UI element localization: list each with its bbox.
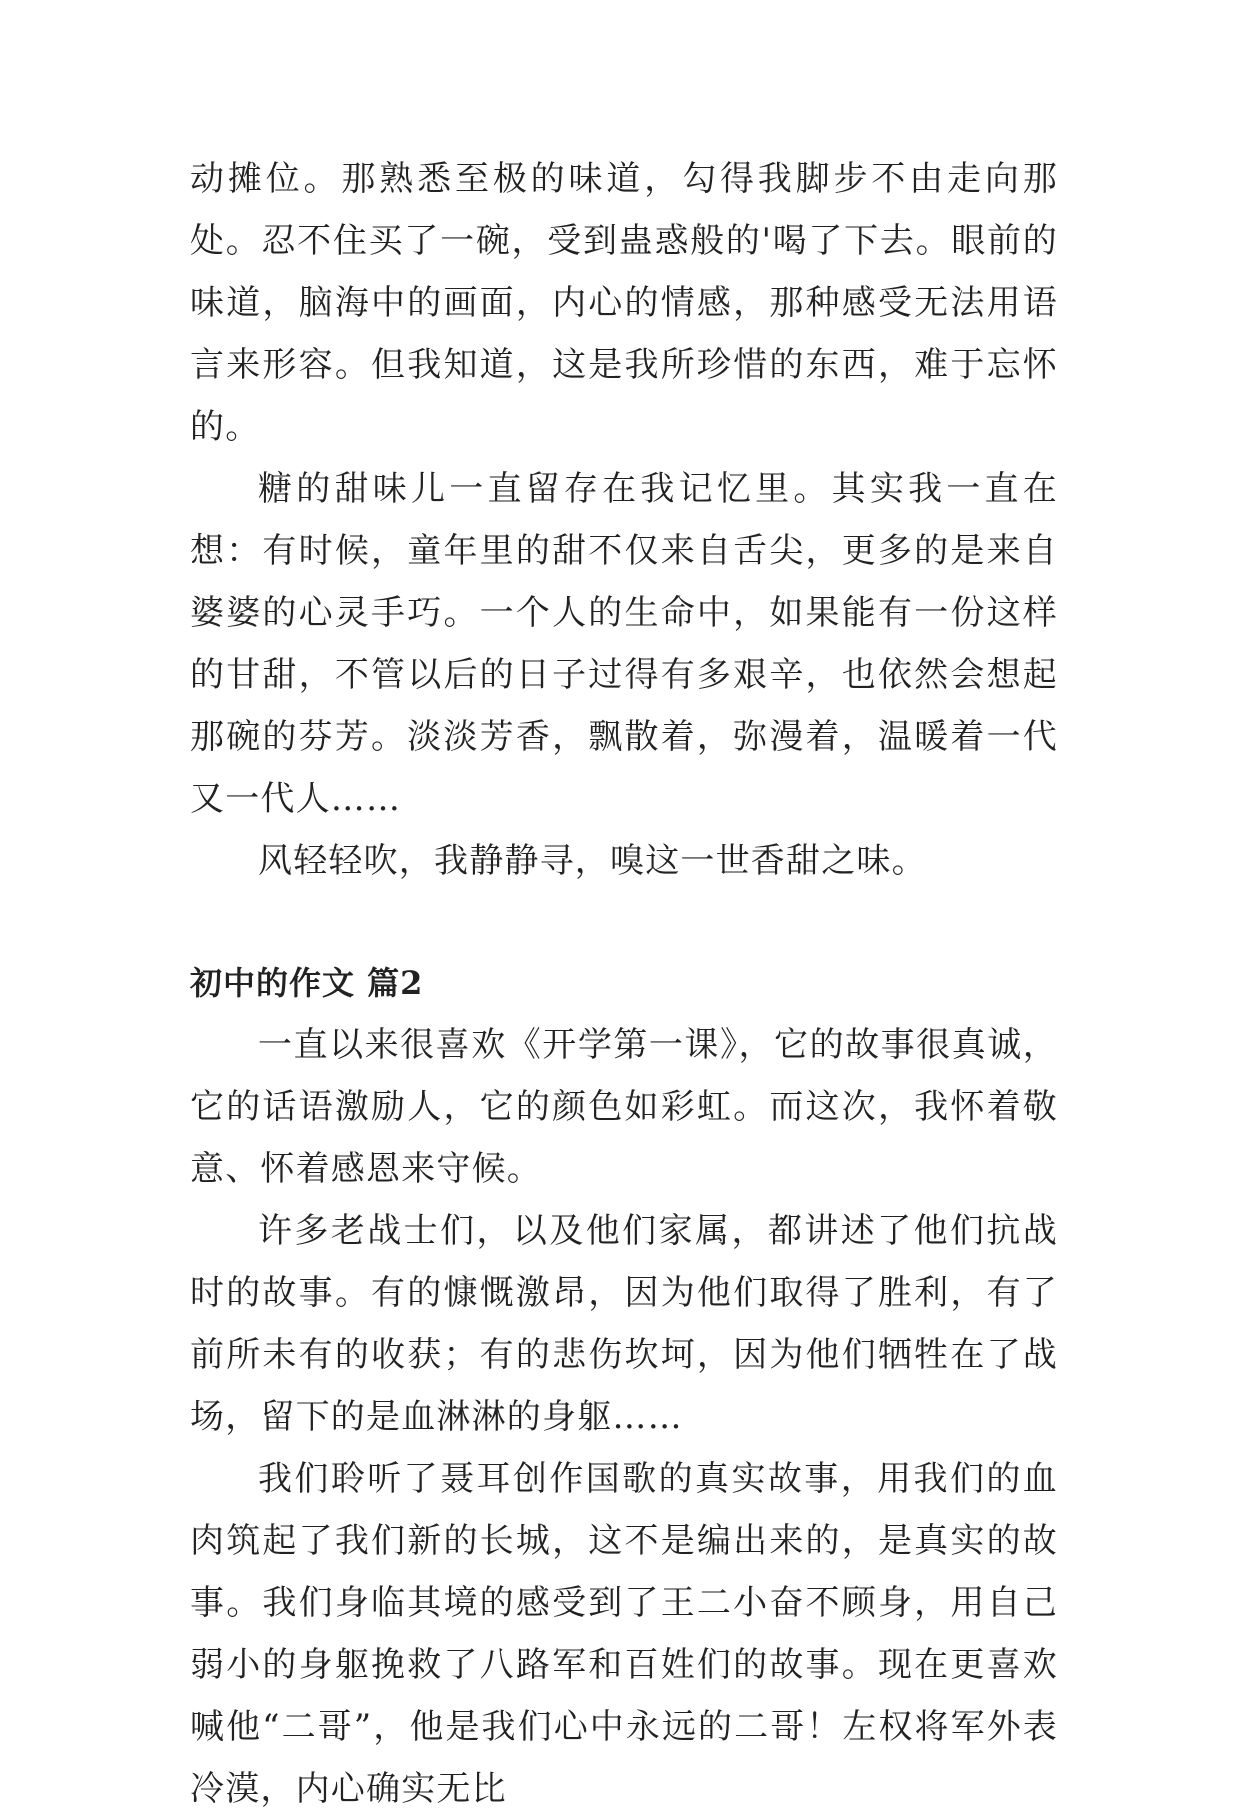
paragraph: 风轻轻吹，我静静寻，嗅这一世香甜之味。 — [258, 841, 927, 881]
paragraph: 糖的甜味儿一直留存在我记忆里。其实我一直在想：有时候，童年里的甜不仅来自舌尖，更多的是来自婆婆的心灵手巧。一个人的生命中，如果能有一份这样的甘甜，不管以后的日子过得有多艰辛，也依然会想起那碗的芬芳。淡淡芳香，飘散着，弥漫着，温暖着一代又一代人…… — [190, 469, 1058, 819]
paragraph: 许多老战士们，以及他们家属，都讲述了他们抗战时的故事。有的慷慨激昂，因为他们取得了胜利，有了前所未有的收获；有的悲伤坎坷，因为他们牺牲在了战场，留下的是血淋淋的身躯…… — [190, 1211, 1058, 1437]
paragraph: 我们聆听了聂耳创作国歌的真实故事，用我们的血肉筑起了我们新的长城，这不是编出来的，是真实的故事。我们身临其境的感受到了王二小奋不顾身，用自己弱小的身躯挽救了八路军和百姓们的故事。现在更喜欢喊他“二哥”，他是我们心中永远的二哥！左权将军外表冷漠，内心确实无比 — [190, 1459, 1058, 1809]
paragraph: 一直以来很喜欢《开学第一课》，它的故事很真诚，它的话语激励人，它的颜色如彩虹。而这次，我怀着敬意、怀着感恩来守候。 — [190, 1025, 1058, 1189]
continued-paragraph: 动摊位。那熟悉至极的味道，勾得我脚步不由走向那处。忍不住买了一碗，受到蛊惑般的'喝了下去。眼前的味道，脑海中的画面，内心的情感，那种感受无法用语言来形容。但我知道，这是我所珍惜的东西，难于忘怀的。 — [190, 159, 1058, 447]
document-page — [190, 148, 1058, 1820]
section-title: 初中的作文 篇2 — [190, 964, 424, 1002]
